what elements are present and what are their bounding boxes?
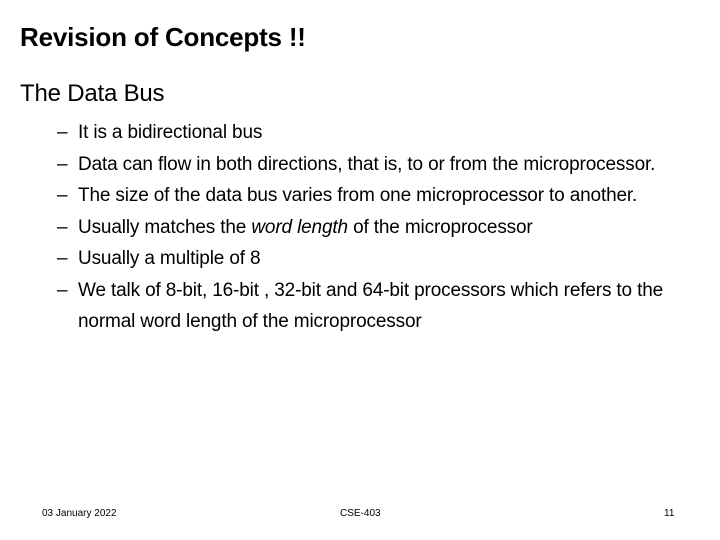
bullet-dash: – bbox=[57, 122, 68, 143]
bullet-text: Usually a multiple of 8 bbox=[78, 248, 261, 269]
bullet-dash: – bbox=[57, 216, 68, 238]
footer-date: 03 January 2022 bbox=[42, 508, 117, 519]
bullet-item bbox=[57, 243, 687, 275]
bullet-item bbox=[57, 275, 687, 338]
bullet-dash: – bbox=[57, 185, 68, 206]
bullet-dash: – bbox=[57, 153, 68, 175]
bullet-dash: – bbox=[57, 248, 68, 269]
bullet-item bbox=[57, 117, 687, 149]
slide-title: Revision of Concepts !! bbox=[20, 22, 306, 52]
bullet-text: We talk of 8-bit, 16-bit , 32-bit and 64-bit processors which refers to the normal word length of the microprocessor bbox=[78, 279, 664, 332]
section-heading: The Data Bus bbox=[20, 80, 165, 107]
bullet-dash: – bbox=[57, 279, 68, 301]
bullet-text-after: of the microprocessor bbox=[347, 216, 533, 238]
bullet-item bbox=[57, 149, 687, 181]
bullet-item bbox=[57, 180, 687, 212]
page-number: 11 bbox=[664, 508, 675, 519]
bullet-text: It is a bidirectional bus bbox=[78, 122, 263, 143]
bullet-text-before: Usually matches the bbox=[78, 216, 252, 238]
bullet-item bbox=[57, 212, 687, 244]
bullet-text: Data can flow in both directions, that is, to or from the microprocessor. bbox=[78, 153, 656, 175]
bullet-emphasis: word length bbox=[251, 216, 348, 238]
bullet-list bbox=[57, 117, 687, 338]
footer-course: CSE-403 bbox=[340, 508, 381, 519]
bullet-text: The size of the data bus varies from one microprocessor to another. bbox=[78, 185, 638, 206]
